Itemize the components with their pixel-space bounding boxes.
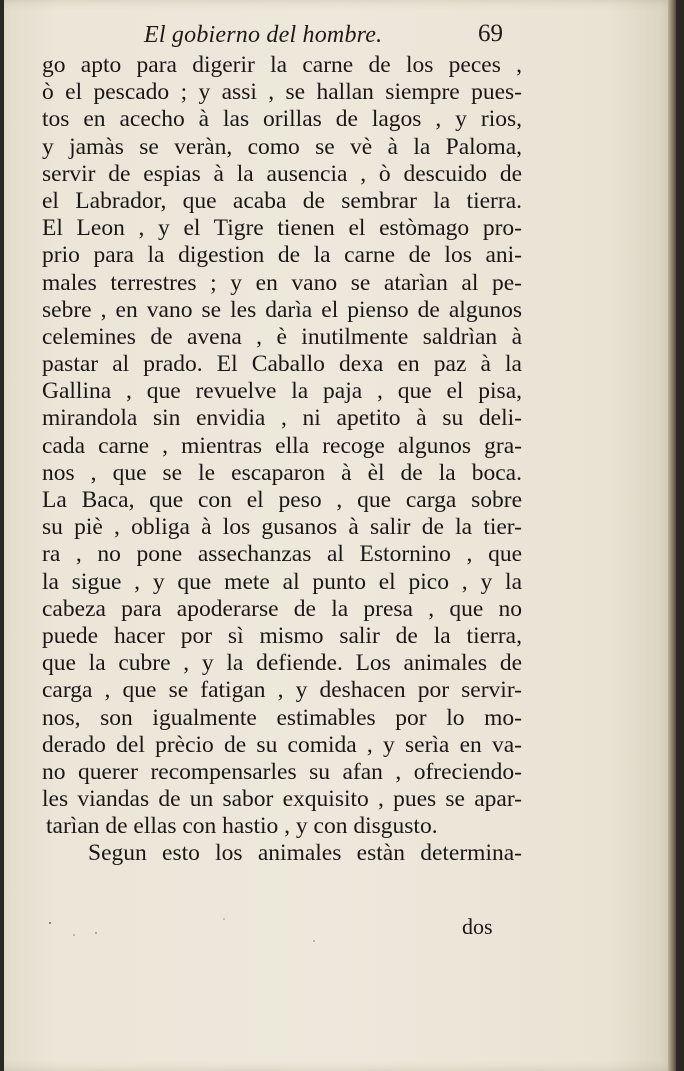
- text-line: go apto para digerir la carne de los peces ,: [42, 52, 522, 78]
- text-line: cada carne , mientras ella recoge algunos gra-: [42, 432, 522, 459]
- page-gutter-shadow: [668, 0, 676, 1071]
- text-line: celemines de avena , è inutilmente saldrìan à: [42, 323, 522, 350]
- text-line: sebre , en vano se les darìa el pienso de algunos: [42, 296, 522, 323]
- text-line: ra , no pone assechanzas al Estornino , que: [42, 541, 522, 568]
- text-line: nos, son igualmente estimables por lo mo-: [42, 704, 522, 731]
- text-line: no querer recompensarles su afan , ofreciendo-: [42, 758, 522, 785]
- body-text: [42, 52, 522, 868]
- page-header: [134, 18, 514, 54]
- running-title: El gobierno del hombre.: [144, 22, 383, 48]
- text-line: La Baca, que con el peso , que carga sobre: [42, 487, 522, 513]
- text-line: El Leon , y el Tigre tienen el estòmago pro-: [42, 215, 522, 242]
- text-line: el Labrador, que acaba de sembrar la tierra.: [42, 187, 522, 214]
- text-line: males terrestres ; y en vano se atarìan al pe-: [42, 269, 522, 296]
- text-line: y jamàs se veràn, como se vè à la Paloma,: [42, 133, 522, 160]
- text-line-paragraph-start: Segun esto los animales estàn determina-: [88, 840, 522, 867]
- paper-specks: [44, 915, 344, 945]
- text-line: servir de espias à la ausencia , ò descuido de: [42, 160, 522, 187]
- text-line: pastar al prado. El Caballo dexa en paz à la: [42, 351, 522, 378]
- text-line: su piè , obliga à los gusanos à salir de la tier-: [42, 514, 522, 541]
- text-line: cabeza para apoderarse de la presa , que no: [42, 595, 522, 622]
- text-line: prio para la digestion de la carne de los ani-: [42, 242, 522, 269]
- text-line: la sigue , y que mete al punto el pico , y la: [42, 568, 522, 595]
- text-line: ò el pescado ; y assi , se hallan siempre pues-: [42, 79, 522, 106]
- text-line: les viandas de un sabor exquisito , pues se apar-: [42, 786, 522, 813]
- text-line: mirandola sin envidia , ni apetito à su deli-: [42, 405, 522, 432]
- text-line: carga , que se fatigan , y deshacen por servir-: [42, 677, 522, 704]
- text-line: tos en acecho à las orillas de lagos , y rios,: [42, 106, 522, 133]
- text-line: puede hacer por sì mismo salir de la tierra,: [42, 622, 522, 649]
- text-line: Gallina , que revuelve la paja , que el pisa,: [42, 378, 522, 405]
- text-line: derado del prècio de su comida , y serìa en va-: [42, 731, 522, 758]
- text-line: nos , que se le escaparon à èl de la boca.: [42, 459, 522, 486]
- page-number: 69: [478, 20, 503, 47]
- text-line-paragraph-end: tarìan de ellas con hastio , y con disgusto.: [46, 813, 438, 840]
- text-line: que la cubre , y la defiende. Los animales de: [42, 650, 522, 677]
- catchword: dos: [462, 914, 493, 939]
- book-page: [4, 0, 676, 1071]
